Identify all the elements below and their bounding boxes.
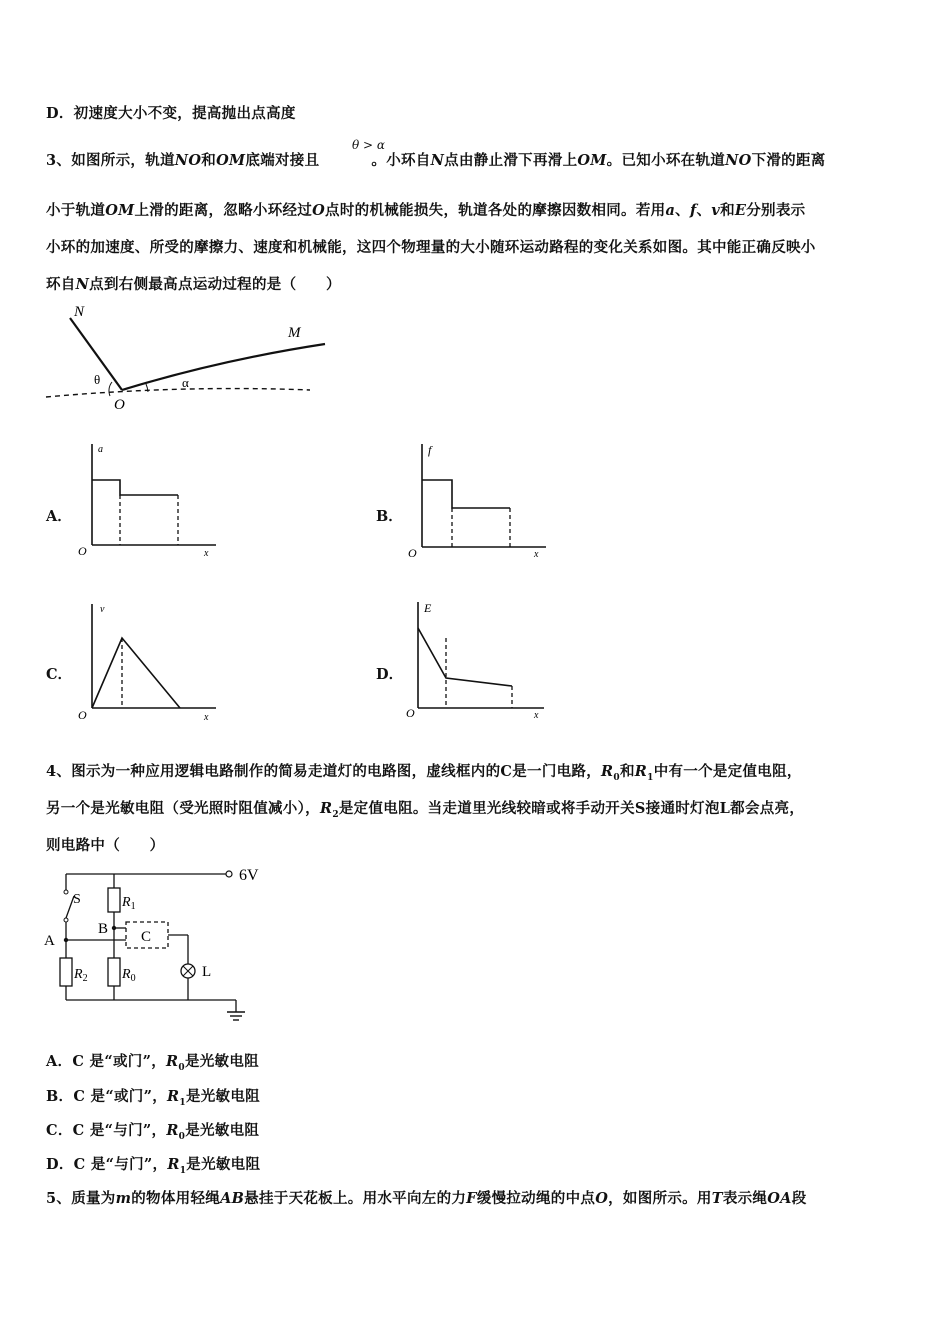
track-om	[122, 344, 325, 390]
theta-arc	[109, 382, 112, 396]
q3-stem-line3: 小环的加速度、所受的摩擦力、速度和机械能，这四个物理量的大小随环运动路程的变化关系如图。其中能正确反映小	[46, 239, 816, 256]
switch-contact-bottom	[64, 918, 68, 922]
q3-option-c-label[interactable]: C．	[46, 666, 73, 683]
origin-label: O	[78, 708, 87, 722]
q4-stem-line3: 则电路中（ ）	[46, 837, 165, 854]
label-o: O	[114, 397, 125, 413]
label-m: M	[288, 325, 301, 341]
q3-option-a-label[interactable]: A．	[46, 508, 72, 525]
q3-option-b-graph	[406, 440, 556, 560]
y-axis-label: v	[100, 604, 105, 615]
label-n: N	[74, 304, 85, 320]
label-r1: $R_1$	[122, 895, 136, 912]
label-b: B	[98, 921, 109, 937]
q3-option-b-label[interactable]: B．	[376, 508, 403, 525]
q3-stem-line1: 3、如图所示，轨道NO和OM底端对接且 。小环自N点由静止滑下再滑上OM。已知小环在轨道NO下滑的距离	[46, 152, 826, 169]
label-a: A	[44, 933, 55, 949]
q4-option-b[interactable]: B．C 是“或门”，$R_1$是光敏电阻	[46, 1088, 260, 1108]
label-s: S	[73, 892, 81, 907]
x-axis-label: x	[204, 712, 209, 723]
a-step-curve	[92, 480, 178, 495]
resistor-r2	[60, 958, 72, 986]
baseline-dashed	[46, 389, 310, 397]
label-r0: $R_0$	[122, 967, 136, 984]
q3-track-figure	[40, 300, 340, 420]
x-axis-label: x	[204, 548, 209, 559]
q4-stem-line1: 4、图示为一种应用逻辑电路制作的简易走道灯的电路图，虚线框内的C是一门电路，$R_0$和$R_1$中有一个是定值电阻，	[46, 763, 802, 783]
q4-stem-line2: 另一个是光敏电阻（受光照时阻值减小），$R_2$是定值电阻。当走道里光线较暗或将手动开关S接通时灯泡L都会点亮，	[46, 800, 805, 820]
q2-option-d: D．初速度大小不变，提高抛出点高度	[46, 105, 296, 122]
q3-option-d-graph	[404, 598, 554, 723]
q5-stem-line1: 5、质量为m的物体用轻绳AB悬挂于天花板上。用水平向左的力F缓慢拉动绳的中点O，如图所示。用T表示绳OA段	[46, 1190, 807, 1207]
y-axis-label: E	[424, 601, 432, 615]
resistor-r0	[108, 958, 120, 986]
label-alpha: α	[182, 375, 189, 390]
v-triangle-curve	[92, 638, 180, 708]
q3-condition-formula: θ > α	[352, 138, 386, 152]
label-theta: θ	[94, 372, 101, 387]
q3-option-c-graph	[76, 600, 226, 725]
q3-stem-line2: 小于轨道OM上滑的距离，忽略小环经过O点时的机械能损失，轨道各处的摩擦因数相同。若用a、f、v和E分别表示	[46, 202, 806, 219]
origin-label: O	[408, 546, 417, 560]
q3-option-d-label[interactable]: D．	[376, 666, 404, 683]
q4-circuit-diagram	[40, 860, 280, 1030]
y-axis-label: a	[98, 444, 103, 455]
y-axis-label: f	[428, 443, 432, 457]
q3-option-a-graph	[76, 440, 226, 560]
e-curve	[418, 628, 512, 686]
origin-label: O	[406, 706, 415, 720]
label-6v: 6V	[239, 867, 259, 884]
resistor-r1	[108, 888, 120, 912]
label-r2: $R_2$	[74, 967, 88, 984]
switch-contact-top	[64, 890, 68, 894]
q4-option-a[interactable]: A．C 是“或门”，$R_0$是光敏电阻	[46, 1053, 259, 1073]
f-step-curve	[422, 480, 510, 508]
q3-stem-line4: 环自N点到右侧最高点运动过程的是（ ）	[46, 276, 341, 293]
q4-option-c[interactable]: C．C 是“与门”，$R_0$是光敏电阻	[46, 1122, 260, 1142]
origin-label: O	[78, 544, 87, 558]
x-axis-label: x	[534, 710, 539, 721]
label-c: C	[141, 929, 152, 945]
q4-option-d[interactable]: D．C 是“与门”，$R_1$是光敏电阻	[46, 1156, 261, 1176]
terminal-6v	[226, 871, 232, 877]
x-axis-label: x	[534, 549, 539, 560]
label-l: L	[202, 964, 212, 980]
